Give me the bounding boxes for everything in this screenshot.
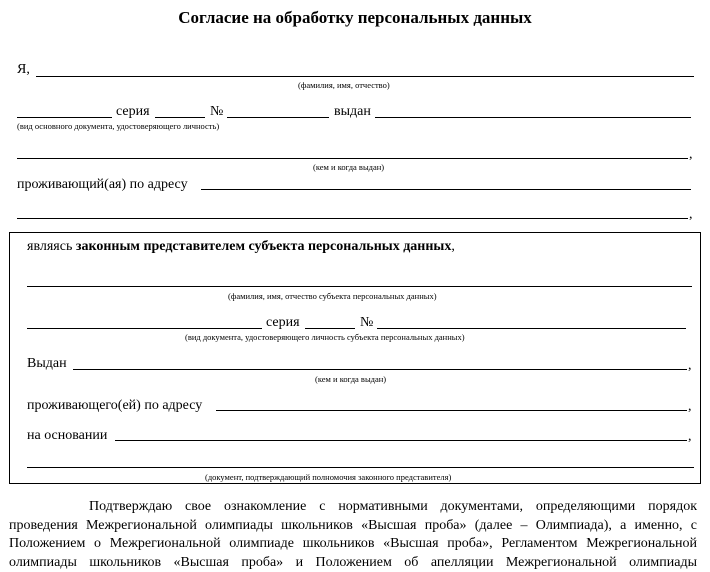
address-comma: , [689,207,693,223]
subject-seria-input-line[interactable] [305,328,355,329]
subject-doc-caption: (вид документа, удостоверяющего личность субъекта персональных данных) [185,332,465,342]
subject-label-nomer: № [360,315,373,331]
subject-issued-caption: (кем и когда выдан) [315,374,386,384]
seria-input-line[interactable] [155,117,205,118]
basis-comma: , [688,429,692,445]
label-seria: серия [116,104,150,120]
fio-input-line[interactable] [36,76,694,77]
doc-caption: (вид основного документа, удостоверяющего личность) [17,121,219,131]
subject-fio-caption: (фамилия, имя, отчество субъекта персональных данных) [228,291,437,301]
subject-address-input-line[interactable] [216,410,687,411]
subject-label-seria: серия [266,315,300,331]
label-vydan: выдан [334,104,371,120]
address-input-line[interactable] [201,189,691,190]
representative-intro [27,239,455,255]
intro-bold: законным представителем субъекта персональных данных [76,239,452,254]
subject-label-vydan: Выдан [27,356,67,372]
basis-input-line[interactable] [115,440,687,441]
basis-doc-input-line[interactable] [27,467,694,468]
subject-vydan-comma: , [688,358,692,374]
subject-fio-input-line[interactable] [27,286,692,287]
subject-vydan-input-line[interactable] [73,369,687,370]
doc-type-input-line[interactable] [17,117,112,118]
representative-box [9,232,701,484]
intro-suffix: , [451,239,455,254]
label-address: проживающий(ая) по адресу [17,177,188,193]
paragraph-line: проведения Межрегиональной олимпиады школьников «Высшая проба» (далее – Олимпиада), а именно, с [9,517,697,536]
page-title: Согласие на обработку персональных данных [0,8,710,28]
issued-comma: , [689,147,693,163]
fio-caption: (фамилия, имя, отчество) [298,80,390,90]
subject-nomer-input-line[interactable] [377,328,686,329]
label-ya: Я, [17,62,30,78]
paragraph-line: олимпиады школьников «Высшая проба» и Положением об апелляции Межрегиональной олимпиады [9,554,697,572]
label-basis: на основании [27,428,107,444]
intro-prefix: являясь [27,239,76,254]
paragraph-line: Подтверждаю свое ознакомление с нормативными документами, определяющими порядок [9,498,697,517]
vydan-input-line[interactable] [375,117,691,118]
subject-label-address: проживающего(ей) по адресу [27,398,202,414]
issued-input-line[interactable] [17,158,688,159]
issued-caption: (кем и когда выдан) [313,162,384,172]
address-input-line-2[interactable] [17,218,688,219]
subject-doc-input-line[interactable] [27,328,262,329]
subject-address-comma: , [688,399,692,415]
basis-caption: (документ, подтверждающий полномочия законного представителя) [205,472,451,482]
confirmation-paragraph [9,498,697,572]
paragraph-line: Положением о Межрегиональной олимпиаде школьников «Высшая проба», Регламентом Межрегиональной [9,535,697,554]
label-nomer: № [210,104,223,120]
nomer-input-line[interactable] [227,117,329,118]
